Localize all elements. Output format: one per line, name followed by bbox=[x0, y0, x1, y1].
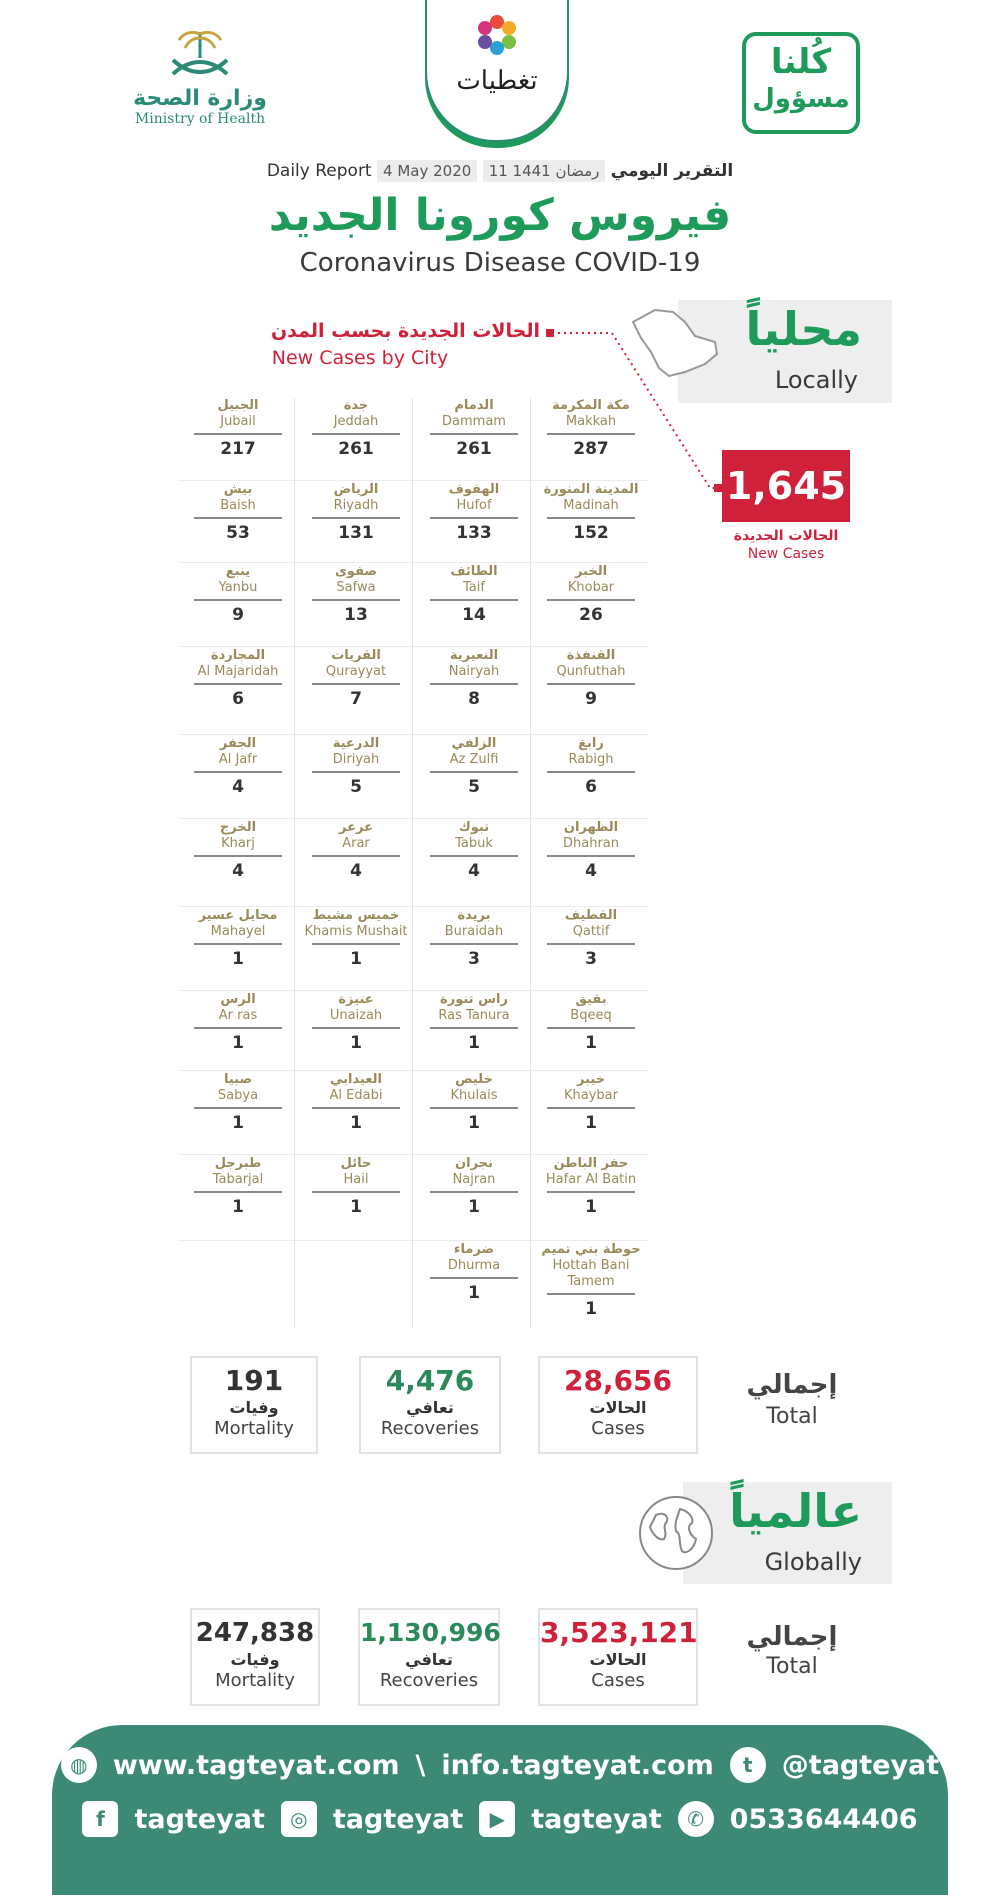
global-mortality-box bbox=[190, 1608, 320, 1706]
city-name-ar: القنفذة bbox=[566, 648, 616, 663]
city-name-ar: راس تنورة bbox=[440, 992, 508, 1007]
city-cell bbox=[180, 1156, 296, 1240]
city-new-cases: 3 bbox=[468, 949, 480, 969]
daily-report-en: Daily Report bbox=[266, 161, 372, 181]
city-name-ar: الخبر bbox=[574, 564, 608, 579]
city-cell bbox=[533, 1242, 649, 1326]
city-divider bbox=[312, 683, 400, 685]
global-recoveries-value: 1,130,996 bbox=[360, 1618, 501, 1647]
city-name-ar: جدة bbox=[343, 398, 369, 413]
city-cell bbox=[298, 736, 414, 820]
city-name-ar: الهفوف bbox=[448, 482, 500, 497]
grid-row-divider bbox=[178, 1070, 648, 1071]
local-recoveries-value: 4,476 bbox=[385, 1364, 475, 1397]
city-name-ar: ينبع bbox=[225, 564, 251, 579]
city-name-en: Riyadh bbox=[333, 498, 379, 513]
global-mortality-en: Mortality bbox=[215, 1670, 295, 1691]
website-link[interactable]: www.tagteyat.com bbox=[112, 1749, 400, 1781]
city-cell bbox=[298, 820, 414, 904]
city-divider bbox=[547, 1107, 635, 1109]
kulna-line1: كُلنا bbox=[770, 42, 832, 82]
city-cell bbox=[533, 482, 649, 566]
footer-row-1 bbox=[52, 1747, 948, 1783]
email-link[interactable]: info.tagteyat.com bbox=[441, 1749, 714, 1781]
city-name-ar: بريدة bbox=[457, 908, 491, 923]
city-divider bbox=[194, 1027, 282, 1029]
city-divider bbox=[194, 943, 282, 945]
city-name-en: Nairyah bbox=[448, 664, 500, 679]
kulna-masool-logo bbox=[742, 32, 860, 134]
globally-label-en: Globally bbox=[764, 1548, 862, 1576]
city-name-en: Ras Tanura bbox=[438, 1008, 510, 1023]
city-new-cases: 1 bbox=[350, 1033, 362, 1053]
city-divider bbox=[194, 855, 282, 857]
city-cell bbox=[416, 1242, 532, 1326]
city-cell bbox=[416, 992, 532, 1076]
kulna-line2: مسؤول bbox=[752, 84, 850, 114]
whatsapp-icon[interactable]: ✆ bbox=[678, 1801, 714, 1837]
city-divider bbox=[430, 433, 518, 435]
city-cell bbox=[416, 736, 532, 820]
city-divider bbox=[430, 771, 518, 773]
instagram-handle[interactable]: tagteyat bbox=[332, 1803, 464, 1835]
city-name-ar: حوطة بني تميم bbox=[541, 1242, 641, 1257]
city-divider bbox=[547, 1293, 635, 1295]
city-name-en: Baish bbox=[220, 498, 256, 513]
global-cases-ar: الحالات bbox=[589, 1650, 647, 1669]
city-name-en: Hufof bbox=[456, 498, 492, 513]
city-divider bbox=[312, 599, 400, 601]
city-name-ar: المجاردة bbox=[210, 648, 266, 663]
city-cell bbox=[298, 1072, 414, 1156]
global-total-label-en: Total bbox=[766, 1654, 818, 1679]
local-cases-ar: الحالات bbox=[589, 1398, 647, 1417]
city-cell bbox=[180, 1072, 296, 1156]
local-cases-box bbox=[538, 1356, 698, 1454]
city-cell bbox=[180, 820, 296, 904]
city-divider bbox=[312, 855, 400, 857]
footer-separator: \ bbox=[415, 1749, 426, 1781]
city-name-ar: النعيرية bbox=[449, 648, 499, 663]
city-divider bbox=[547, 599, 635, 601]
city-new-cases: 4 bbox=[585, 861, 597, 881]
city-cell bbox=[298, 482, 414, 566]
city-new-cases: 261 bbox=[338, 439, 374, 459]
city-name-ar: الجبيل bbox=[217, 398, 259, 413]
city-name-ar: نجران bbox=[455, 1156, 493, 1171]
city-name-en: Rabigh bbox=[568, 752, 614, 767]
local-total-label-en: Total bbox=[766, 1404, 818, 1429]
web-globe-icon: ◍ bbox=[61, 1747, 97, 1783]
city-cell bbox=[298, 992, 414, 1076]
report-date-line bbox=[260, 160, 740, 186]
youtube-icon[interactable]: ▶ bbox=[479, 1801, 515, 1837]
global-mortality-ar: وفيات bbox=[230, 1650, 280, 1669]
moh-logo bbox=[130, 28, 270, 140]
city-new-cases: 1 bbox=[350, 1197, 362, 1217]
city-new-cases: 287 bbox=[573, 439, 609, 459]
city-cell bbox=[180, 648, 296, 732]
city-name-ar: عرعر bbox=[339, 820, 373, 835]
city-cell bbox=[533, 1156, 649, 1240]
city-new-cases: 1 bbox=[468, 1033, 480, 1053]
city-name-ar: خيبر bbox=[576, 1072, 606, 1087]
city-divider bbox=[430, 943, 518, 945]
city-new-cases: 13 bbox=[344, 605, 368, 625]
city-name-ar: تبوك bbox=[458, 820, 490, 835]
city-divider bbox=[430, 1277, 518, 1279]
city-name-ar: حفر الباطن bbox=[553, 1156, 629, 1171]
city-name-en: Hafar Al Batin bbox=[545, 1172, 637, 1187]
city-name-en: Madinah bbox=[563, 498, 619, 513]
new-cases-by-city-ar: الحالات الجديدة بحسب المدن bbox=[270, 320, 540, 342]
flower-icon bbox=[469, 10, 525, 60]
city-divider bbox=[547, 1191, 635, 1193]
city-new-cases: 14 bbox=[462, 605, 486, 625]
city-name-ar: رابغ bbox=[578, 736, 604, 751]
local-recoveries-ar: تعافي bbox=[406, 1398, 454, 1417]
city-name-en: Ar ras bbox=[218, 1008, 258, 1023]
city-divider bbox=[194, 1107, 282, 1109]
city-name-en: Unaizah bbox=[329, 1008, 383, 1023]
twitter-handle[interactable]: @tagteyat bbox=[781, 1749, 940, 1781]
city-divider bbox=[430, 1191, 518, 1193]
city-cell bbox=[180, 564, 296, 648]
grid-row-divider bbox=[178, 734, 648, 735]
grid-row-divider bbox=[178, 818, 648, 819]
global-cases-en: Cases bbox=[591, 1670, 645, 1691]
city-new-cases: 3 bbox=[585, 949, 597, 969]
city-new-cases: 1 bbox=[585, 1033, 597, 1053]
city-divider bbox=[547, 683, 635, 685]
city-divider bbox=[430, 599, 518, 601]
globe-icon bbox=[636, 1493, 716, 1573]
city-divider bbox=[547, 855, 635, 857]
city-name-ar: المدينة المنورة bbox=[543, 482, 639, 497]
grid-row-divider bbox=[178, 1240, 648, 1241]
city-name-en: Qattif bbox=[572, 924, 610, 939]
new-cases-label-en: New Cases bbox=[747, 546, 825, 562]
city-divider bbox=[430, 1107, 518, 1109]
city-cell bbox=[533, 648, 649, 732]
city-cell bbox=[416, 648, 532, 732]
city-divider bbox=[547, 433, 635, 435]
local-cases-value: 28,656 bbox=[563, 1364, 673, 1397]
city-name-ar: الجفر bbox=[219, 736, 257, 751]
global-total-label-ar: إجمالي bbox=[746, 1622, 838, 1652]
footer-row-2 bbox=[52, 1801, 948, 1837]
new-cases-label-ar: الحالات الجديدة bbox=[733, 528, 839, 544]
city-new-cases: 1 bbox=[350, 949, 362, 969]
city-divider bbox=[194, 1191, 282, 1193]
city-name-en: Khaybar bbox=[564, 1088, 618, 1103]
city-name-ar: الرس bbox=[220, 992, 256, 1007]
city-new-cases: 6 bbox=[585, 777, 597, 797]
city-new-cases: 1 bbox=[585, 1299, 597, 1319]
grid-row-divider bbox=[178, 646, 648, 647]
city-name-ar: الدرعية bbox=[332, 736, 380, 751]
city-name-ar: بيش bbox=[223, 482, 253, 497]
city-divider bbox=[312, 1107, 400, 1109]
facebook-icon[interactable]: f bbox=[82, 1801, 118, 1837]
global-cases-box bbox=[538, 1608, 698, 1706]
city-new-cases: 133 bbox=[456, 523, 492, 543]
city-cell bbox=[533, 398, 649, 482]
city-new-cases: 4 bbox=[468, 861, 480, 881]
global-recoveries-box bbox=[358, 1608, 500, 1706]
moh-name-en: Ministry of Health bbox=[134, 111, 266, 127]
city-name-en: Makkah bbox=[565, 414, 617, 429]
city-new-cases: 1 bbox=[585, 1113, 597, 1133]
city-name-en: Dhurma bbox=[447, 1258, 501, 1273]
city-name-en: Tabarjal bbox=[212, 1172, 264, 1187]
city-name-en: Diriyah bbox=[332, 752, 380, 767]
city-divider bbox=[312, 771, 400, 773]
local-mortality-box bbox=[190, 1356, 318, 1454]
city-new-cases: 53 bbox=[226, 523, 250, 543]
local-recoveries-box bbox=[359, 1356, 501, 1454]
city-name-en: Jeddah bbox=[333, 414, 379, 429]
city-name-en: Dhahran bbox=[562, 836, 619, 851]
city-name-en: Sabya bbox=[217, 1088, 259, 1103]
city-name-ar: بقيق bbox=[575, 992, 607, 1007]
city-divider bbox=[312, 517, 400, 519]
city-cell bbox=[298, 564, 414, 648]
youtube-handle[interactable]: tagteyat bbox=[531, 1803, 662, 1835]
local-mortality-ar: وفيات bbox=[229, 1398, 279, 1417]
city-new-cases: 1 bbox=[232, 1033, 244, 1053]
city-cell bbox=[416, 1156, 532, 1240]
city-cell bbox=[298, 398, 414, 482]
city-name-ar: عنيزة bbox=[338, 992, 374, 1007]
twitter-icon[interactable]: t bbox=[730, 1747, 766, 1783]
city-name-ar: الزلفي bbox=[451, 736, 497, 751]
local-mortality-en: Mortality bbox=[214, 1418, 294, 1439]
city-new-cases: 1 bbox=[585, 1197, 597, 1217]
city-name-en: Khobar bbox=[567, 580, 615, 595]
city-divider bbox=[547, 1027, 635, 1029]
tagteyat-logo-text: تغطيات bbox=[456, 66, 538, 96]
city-divider bbox=[194, 683, 282, 685]
city-new-cases: 1 bbox=[468, 1113, 480, 1133]
city-cell bbox=[298, 1156, 414, 1240]
locally-label-ar: محلياً bbox=[745, 302, 862, 356]
city-divider bbox=[194, 517, 282, 519]
city-name-en: Qunfuthah bbox=[556, 664, 626, 679]
city-new-cases: 5 bbox=[350, 777, 362, 797]
local-cases-en: Cases bbox=[591, 1418, 645, 1439]
city-name-ar: الطائف bbox=[450, 564, 498, 579]
global-recoveries-ar: تعافي bbox=[405, 1650, 453, 1669]
city-new-cases: 6 bbox=[232, 689, 244, 709]
city-new-cases: 8 bbox=[468, 689, 480, 709]
city-name-en: Taif bbox=[463, 580, 485, 595]
facebook-handle[interactable]: tagteyat bbox=[134, 1803, 265, 1835]
city-new-cases: 1 bbox=[232, 949, 244, 969]
city-new-cases: 26 bbox=[579, 605, 603, 625]
city-new-cases: 5 bbox=[468, 777, 480, 797]
city-name-ar: العيدابي bbox=[330, 1072, 382, 1087]
city-name-ar: القطيف bbox=[564, 908, 618, 923]
city-divider bbox=[430, 1027, 518, 1029]
city-divider bbox=[194, 433, 282, 435]
city-new-cases: 1 bbox=[468, 1283, 480, 1303]
connector-dot-end bbox=[714, 484, 722, 492]
city-name-en: Arar bbox=[342, 836, 370, 851]
city-cell bbox=[298, 648, 414, 732]
city-cell bbox=[180, 736, 296, 820]
city-name-ar: صفوى bbox=[335, 564, 377, 579]
city-name-en: Tabuk bbox=[455, 836, 493, 851]
city-cell bbox=[416, 564, 532, 648]
city-divider bbox=[547, 771, 635, 773]
moh-name-ar: وزارة الصحة bbox=[133, 86, 267, 111]
locally-label-en: Locally bbox=[774, 366, 858, 394]
city-divider bbox=[430, 855, 518, 857]
city-name-ar: القريات bbox=[331, 648, 381, 663]
city-name-en: Mahayel bbox=[210, 924, 266, 939]
city-new-cases: 9 bbox=[232, 605, 244, 625]
city-cell bbox=[298, 908, 414, 992]
city-divider bbox=[194, 599, 282, 601]
city-name-en: Jubail bbox=[220, 414, 256, 429]
city-name-en: Najran bbox=[452, 1172, 496, 1187]
global-mortality-value: 247,838 bbox=[195, 1618, 315, 1648]
city-cell bbox=[533, 820, 649, 904]
city-name-en: Dammam bbox=[442, 414, 506, 429]
city-name-ar: طبرجل bbox=[214, 1156, 262, 1171]
city-name-en: Hail bbox=[343, 1172, 369, 1187]
city-new-cases: 4 bbox=[350, 861, 362, 881]
global-recoveries-en: Recoveries bbox=[379, 1670, 479, 1691]
grid-row-divider bbox=[178, 1154, 648, 1155]
city-divider bbox=[547, 517, 635, 519]
city-name-en: Al Jafr bbox=[218, 752, 258, 767]
city-name-ar: الرياض bbox=[333, 482, 379, 497]
global-cases-value: 3,523,121 bbox=[540, 1616, 698, 1649]
new-cases-by-city-en: New Cases by City bbox=[271, 347, 449, 369]
grid-row-divider bbox=[178, 990, 648, 991]
instagram-icon[interactable]: ◎ bbox=[281, 1801, 317, 1837]
local-recoveries-en: Recoveries bbox=[380, 1418, 480, 1439]
city-divider bbox=[312, 1191, 400, 1193]
city-name-ar: خميس مشيط bbox=[312, 908, 400, 923]
tagteyat-logo bbox=[425, 0, 569, 142]
new-cases-total: 1,645 bbox=[722, 450, 850, 522]
city-name-en: Yanbu bbox=[218, 580, 258, 595]
city-new-cases: 261 bbox=[456, 439, 492, 459]
city-name-en: Qurayyat bbox=[325, 664, 387, 679]
city-name-en: Buraidah bbox=[444, 924, 504, 939]
city-name-ar: الخرج bbox=[219, 820, 257, 835]
city-divider bbox=[312, 433, 400, 435]
city-name-ar: خليص bbox=[455, 1072, 493, 1087]
city-cell bbox=[180, 482, 296, 566]
palm-swords-emblem-icon bbox=[155, 28, 245, 80]
city-cell bbox=[180, 992, 296, 1076]
city-new-cases: 9 bbox=[585, 689, 597, 709]
city-new-cases: 1 bbox=[232, 1113, 244, 1133]
city-name-en: Khulais bbox=[450, 1088, 498, 1103]
grid-row-divider bbox=[178, 480, 648, 481]
whatsapp-number[interactable]: 0533644406 bbox=[729, 1803, 918, 1835]
city-new-cases: 1 bbox=[232, 1197, 244, 1217]
city-divider bbox=[430, 517, 518, 519]
city-name-ar: محايل عسير bbox=[198, 908, 278, 923]
city-new-cases: 217 bbox=[220, 439, 256, 459]
city-new-cases: 152 bbox=[573, 523, 609, 543]
city-divider bbox=[312, 943, 400, 945]
city-new-cases: 1 bbox=[468, 1197, 480, 1217]
title-en: Coronavirus Disease COVID-19 bbox=[299, 248, 701, 278]
hijri-date: 11 رمضان 1441 bbox=[483, 160, 606, 182]
city-cell bbox=[180, 908, 296, 992]
title-ar: فيروس كورونا الجديد bbox=[268, 190, 732, 241]
city-cell bbox=[533, 992, 649, 1076]
city-cell bbox=[180, 398, 296, 482]
city-name-en: Khamis Mushait bbox=[304, 924, 408, 939]
city-divider bbox=[194, 771, 282, 773]
city-name-ar: مكة المكرمة bbox=[552, 398, 630, 413]
city-name-ar: حائل bbox=[340, 1156, 372, 1171]
city-divider bbox=[312, 1027, 400, 1029]
city-cell bbox=[416, 1072, 532, 1156]
globally-label-ar: عالمياً bbox=[729, 1484, 862, 1538]
city-name-en: Al Majaridah bbox=[197, 664, 279, 679]
local-total-label-ar: إجمالي bbox=[746, 1370, 838, 1400]
city-new-cases: 131 bbox=[338, 523, 374, 543]
city-name-en: Az Zulfi bbox=[449, 752, 499, 767]
city-grid bbox=[178, 398, 648, 1328]
city-name-ar: الظهران bbox=[563, 820, 619, 835]
local-mortality-value: 191 bbox=[224, 1364, 284, 1397]
city-name-en: Al Edabi bbox=[329, 1088, 383, 1103]
city-divider bbox=[547, 943, 635, 945]
daily-report-ar: التقرير اليومي bbox=[610, 161, 734, 181]
city-name-en: Safwa bbox=[336, 580, 376, 595]
grid-row-divider bbox=[178, 906, 648, 907]
city-name-en: Hottah Bani Tamem bbox=[552, 1258, 630, 1289]
city-cell bbox=[533, 564, 649, 648]
city-cell bbox=[416, 908, 532, 992]
grid-row-divider bbox=[178, 562, 648, 563]
city-name-ar: الدمام bbox=[454, 398, 494, 413]
gregorian-date: 4 May 2020 bbox=[377, 160, 477, 182]
city-name-en: Kharj bbox=[221, 836, 255, 851]
city-new-cases: 4 bbox=[232, 861, 244, 881]
city-name-ar: صبيا bbox=[223, 1072, 253, 1087]
city-cell bbox=[533, 908, 649, 992]
footer-contacts bbox=[52, 1725, 948, 1895]
city-name-en: Bqeeq bbox=[570, 1008, 612, 1023]
city-new-cases: 7 bbox=[350, 689, 362, 709]
city-cell bbox=[533, 1072, 649, 1156]
city-divider bbox=[430, 683, 518, 685]
city-cell bbox=[533, 736, 649, 820]
city-new-cases: 4 bbox=[232, 777, 244, 797]
city-cell bbox=[416, 398, 532, 482]
city-new-cases: 1 bbox=[350, 1113, 362, 1133]
city-cell bbox=[416, 482, 532, 566]
city-cell bbox=[416, 820, 532, 904]
city-name-ar: ضرماء bbox=[453, 1242, 495, 1257]
